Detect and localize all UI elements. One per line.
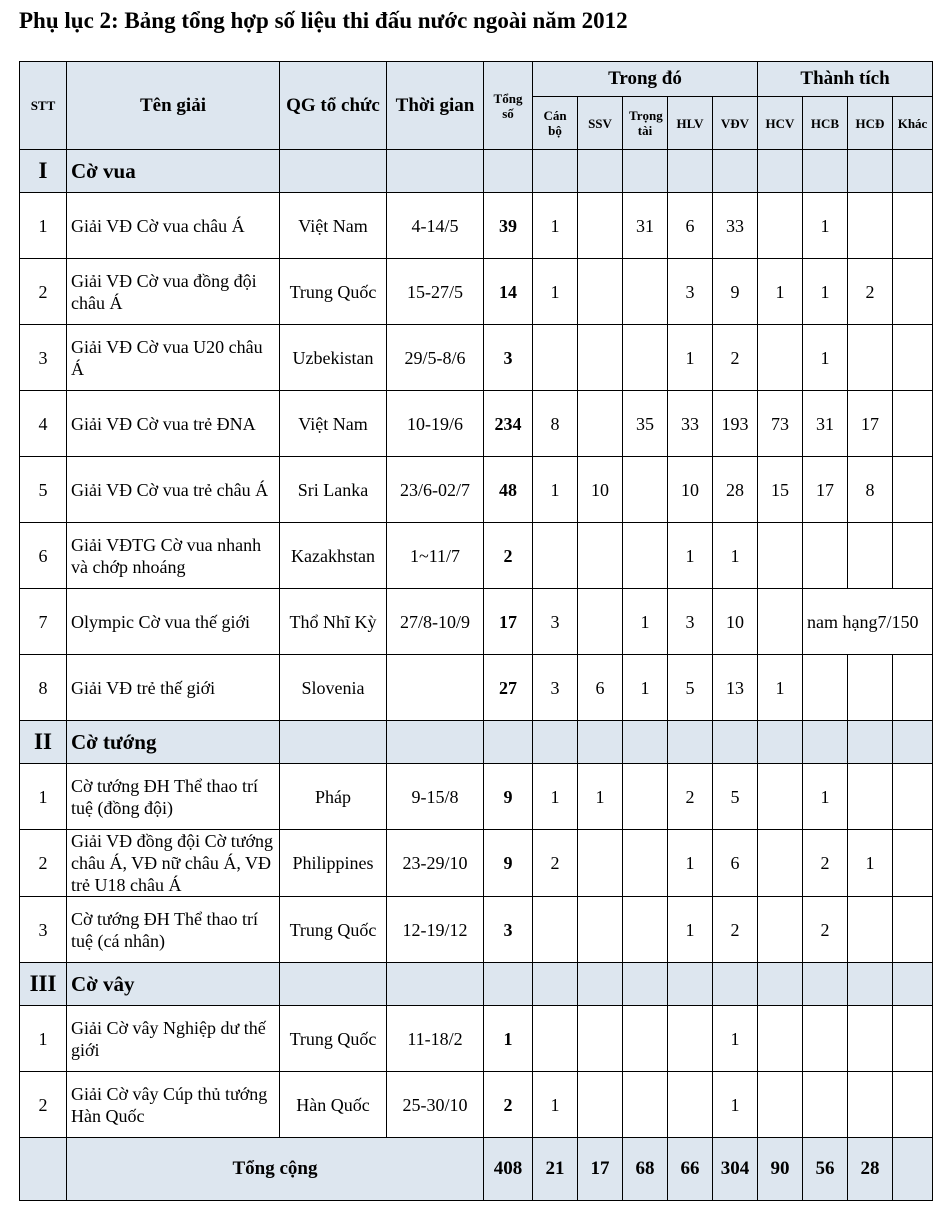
section-empty-cell	[668, 963, 713, 1006]
section-empty-cell	[848, 721, 893, 764]
section-empty-cell	[803, 721, 848, 764]
section-empty-cell	[280, 150, 387, 193]
cell-trong-tai	[623, 259, 668, 325]
cell-hcb: 1	[803, 764, 848, 830]
cell-hcb: 1	[803, 259, 848, 325]
cell-trong-tai: 1	[623, 655, 668, 721]
cell-khac	[893, 830, 933, 897]
cell-country: Pháp	[280, 764, 387, 830]
cell-hcb	[803, 1072, 848, 1138]
totals-total: 408	[484, 1138, 533, 1201]
cell-name: Giải VĐTG Cờ vua nhanh và chớp nhoáng	[67, 523, 280, 589]
cell-name: Giải VĐ đồng đội Cờ tướng châu Á, VĐ nữ châu Á, VĐ trẻ U18 châu Á	[67, 830, 280, 897]
cell-can-bo	[533, 523, 578, 589]
section-empty-cell	[848, 150, 893, 193]
header-group-detail: Trong đó	[533, 62, 758, 97]
section-empty-cell	[533, 150, 578, 193]
cell-name: Cờ tướng ĐH Thể thao trí tuệ (đồng đội)	[67, 764, 280, 830]
cell-can-bo: 1	[533, 457, 578, 523]
cell-vdv: 2	[713, 897, 758, 963]
cell-trong-tai	[623, 1006, 668, 1072]
cell-trong-tai	[623, 523, 668, 589]
cell-vdv: 193	[713, 391, 758, 457]
cell-hlv: 1	[668, 523, 713, 589]
section-empty-cell	[668, 721, 713, 764]
cell-time: 23/6-02/7	[387, 457, 484, 523]
cell-hlv	[668, 1072, 713, 1138]
cell-hcv	[758, 325, 803, 391]
cell-hcv	[758, 1072, 803, 1138]
cell-hlv: 2	[668, 764, 713, 830]
cell-country: Kazakhstan	[280, 523, 387, 589]
cell-can-bo: 1	[533, 1072, 578, 1138]
cell-khac	[893, 764, 933, 830]
table-row	[20, 764, 933, 830]
cell-achievement-note: nam hạng7/150	[803, 589, 933, 655]
table-row	[20, 523, 933, 589]
cell-vdv: 28	[713, 457, 758, 523]
section-row	[20, 721, 933, 764]
cell-hcv	[758, 589, 803, 655]
cell-can-bo	[533, 1006, 578, 1072]
cell-country: Uzbekistan	[280, 325, 387, 391]
cell-hcv	[758, 1006, 803, 1072]
cell-hcv	[758, 764, 803, 830]
totals-empty-cell	[20, 1138, 67, 1201]
totals-hcd: 28	[848, 1138, 893, 1201]
section-empty-cell	[387, 150, 484, 193]
cell-hlv: 33	[668, 391, 713, 457]
cell-time: 1~11/7	[387, 523, 484, 589]
cell-can-bo	[533, 325, 578, 391]
cell-hcv	[758, 523, 803, 589]
page-title: Phụ lục 2: Bảng tổng hợp số liệu thi đấu nước ngoài năm 2012	[19, 8, 628, 33]
cell-stt: 5	[20, 457, 67, 523]
header-stt: STT	[20, 62, 67, 150]
cell-can-bo: 1	[533, 193, 578, 259]
cell-time: 27/8-10/9	[387, 589, 484, 655]
cell-hcd	[848, 193, 893, 259]
section-empty-cell	[803, 963, 848, 1006]
cell-total: 14	[484, 259, 533, 325]
cell-vdv: 13	[713, 655, 758, 721]
section-empty-cell	[484, 721, 533, 764]
header-trong-tai: Trọng tài	[623, 97, 668, 150]
cell-stt: 1	[20, 1006, 67, 1072]
cell-khac	[893, 1072, 933, 1138]
cell-total: 9	[484, 764, 533, 830]
cell-time: 29/5-8/6	[387, 325, 484, 391]
header-ssv: SSV	[578, 97, 623, 150]
section-empty-cell	[387, 963, 484, 1006]
cell-trong-tai	[623, 897, 668, 963]
cell-hlv: 5	[668, 655, 713, 721]
cell-hlv: 1	[668, 830, 713, 897]
cell-total: 3	[484, 325, 533, 391]
cell-ssv	[578, 193, 623, 259]
cell-total: 2	[484, 523, 533, 589]
cell-country: Hàn Quốc	[280, 1072, 387, 1138]
cell-ssv: 10	[578, 457, 623, 523]
cell-vdv: 33	[713, 193, 758, 259]
cell-hcv	[758, 897, 803, 963]
cell-country: Trung Quốc	[280, 259, 387, 325]
section-empty-cell	[758, 721, 803, 764]
header-group-achievement: Thành tích	[758, 62, 933, 97]
cell-can-bo: 1	[533, 764, 578, 830]
totals-row	[20, 1138, 933, 1201]
cell-hlv	[668, 1006, 713, 1072]
cell-time: 4-14/5	[387, 193, 484, 259]
cell-vdv: 10	[713, 589, 758, 655]
cell-hcv	[758, 830, 803, 897]
cell-name: Giải VĐ Cờ vua trẻ ĐNA	[67, 391, 280, 457]
cell-can-bo: 2	[533, 830, 578, 897]
header-name: Tên giải	[67, 62, 280, 150]
cell-hlv: 6	[668, 193, 713, 259]
section-empty-cell	[668, 150, 713, 193]
cell-name: Giải Cờ vây Nghiệp dư thế giới	[67, 1006, 280, 1072]
cell-name: Giải VĐ Cờ vua đồng đội châu Á	[67, 259, 280, 325]
cell-khac	[893, 457, 933, 523]
cell-hcd	[848, 1072, 893, 1138]
cell-stt: 8	[20, 655, 67, 721]
cell-name: Olympic Cờ vua thế giới	[67, 589, 280, 655]
cell-khac	[893, 325, 933, 391]
cell-ssv	[578, 523, 623, 589]
cell-can-bo: 1	[533, 259, 578, 325]
section-empty-cell	[578, 963, 623, 1006]
section-empty-cell	[280, 963, 387, 1006]
cell-vdv: 2	[713, 325, 758, 391]
cell-country: Trung Quốc	[280, 1006, 387, 1072]
cell-trong-tai	[623, 830, 668, 897]
cell-khac	[893, 655, 933, 721]
header-can-bo: Cán bộ	[533, 97, 578, 150]
section-empty-cell	[758, 150, 803, 193]
table-row	[20, 655, 933, 721]
cell-hcd: 8	[848, 457, 893, 523]
cell-vdv: 5	[713, 764, 758, 830]
cell-total: 3	[484, 897, 533, 963]
cell-stt: 6	[20, 523, 67, 589]
cell-stt: 2	[20, 830, 67, 897]
section-empty-cell	[578, 150, 623, 193]
cell-total: 2	[484, 1072, 533, 1138]
cell-total: 9	[484, 830, 533, 897]
cell-hcb	[803, 523, 848, 589]
section-empty-cell	[623, 150, 668, 193]
cell-hlv: 3	[668, 589, 713, 655]
cell-vdv: 1	[713, 1006, 758, 1072]
cell-hcv: 1	[758, 259, 803, 325]
header-time: Thời gian	[387, 62, 484, 150]
cell-hcb: 17	[803, 457, 848, 523]
header-hcb: HCB	[803, 97, 848, 150]
cell-hcb: 1	[803, 325, 848, 391]
section-empty-cell	[713, 150, 758, 193]
section-empty-cell	[533, 721, 578, 764]
table-header	[20, 62, 933, 150]
section-empty-cell	[578, 721, 623, 764]
cell-time	[387, 655, 484, 721]
cell-ssv	[578, 897, 623, 963]
cell-trong-tai: 31	[623, 193, 668, 259]
totals-label: Tổng cộng	[67, 1138, 484, 1201]
section-number: III	[20, 963, 67, 1006]
section-title: Cờ vua	[67, 150, 280, 193]
cell-hlv: 1	[668, 325, 713, 391]
table-row	[20, 830, 933, 897]
table-row	[20, 589, 933, 655]
section-empty-cell	[623, 721, 668, 764]
cell-can-bo: 3	[533, 655, 578, 721]
header-hcd: HCĐ	[848, 97, 893, 150]
section-empty-cell	[484, 963, 533, 1006]
cell-total: 39	[484, 193, 533, 259]
section-empty-cell	[484, 150, 533, 193]
section-empty-cell	[758, 963, 803, 1006]
table-body	[20, 150, 933, 1201]
cell-hcd	[848, 897, 893, 963]
cell-hcd	[848, 1006, 893, 1072]
cell-khac	[893, 391, 933, 457]
cell-ssv	[578, 1006, 623, 1072]
totals-hcb: 56	[803, 1138, 848, 1201]
cell-hlv: 10	[668, 457, 713, 523]
cell-vdv: 1	[713, 523, 758, 589]
cell-total: 234	[484, 391, 533, 457]
cell-trong-tai: 35	[623, 391, 668, 457]
cell-total: 27	[484, 655, 533, 721]
cell-trong-tai	[623, 764, 668, 830]
cell-hcd	[848, 764, 893, 830]
cell-name: Giải Cờ vây Cúp thủ tướng Hàn Quốc	[67, 1072, 280, 1138]
table-row	[20, 1072, 933, 1138]
cell-ssv: 6	[578, 655, 623, 721]
table-row	[20, 325, 933, 391]
cell-can-bo	[533, 897, 578, 963]
cell-country: Slovenia	[280, 655, 387, 721]
cell-country: Trung Quốc	[280, 897, 387, 963]
cell-name: Giải VĐ Cờ vua U20 châu Á	[67, 325, 280, 391]
header-hcv: HCV	[758, 97, 803, 150]
cell-hcd	[848, 655, 893, 721]
table-row	[20, 193, 933, 259]
table-row	[20, 391, 933, 457]
cell-hcv: 73	[758, 391, 803, 457]
table-row	[20, 897, 933, 963]
cell-vdv: 6	[713, 830, 758, 897]
cell-time: 15-27/5	[387, 259, 484, 325]
section-empty-cell	[848, 963, 893, 1006]
cell-hcd	[848, 523, 893, 589]
cell-vdv: 9	[713, 259, 758, 325]
cell-hcb: 1	[803, 193, 848, 259]
cell-total: 48	[484, 457, 533, 523]
cell-hlv: 3	[668, 259, 713, 325]
cell-hcd	[848, 325, 893, 391]
cell-time: 10-19/6	[387, 391, 484, 457]
cell-hcd: 2	[848, 259, 893, 325]
cell-country: Sri Lanka	[280, 457, 387, 523]
cell-stt: 7	[20, 589, 67, 655]
header-khac: Khác	[893, 97, 933, 150]
section-empty-cell	[713, 721, 758, 764]
cell-trong-tai	[623, 1072, 668, 1138]
cell-country: Thổ Nhĩ Kỳ	[280, 589, 387, 655]
header-hlv: HLV	[668, 97, 713, 150]
cell-hcb: 2	[803, 830, 848, 897]
section-title: Cờ tướng	[67, 721, 280, 764]
section-empty-cell	[893, 150, 933, 193]
header-country: QG tổ chức	[280, 62, 387, 150]
cell-ssv	[578, 259, 623, 325]
cell-can-bo: 3	[533, 589, 578, 655]
cell-time: 12-19/12	[387, 897, 484, 963]
section-row	[20, 150, 933, 193]
cell-hcb	[803, 655, 848, 721]
section-empty-cell	[533, 963, 578, 1006]
cell-name: Giải VĐ Cờ vua châu Á	[67, 193, 280, 259]
cell-hcb: 2	[803, 897, 848, 963]
cell-ssv	[578, 1072, 623, 1138]
header-total: Tổng số	[484, 62, 533, 150]
cell-hcv: 15	[758, 457, 803, 523]
cell-ssv	[578, 325, 623, 391]
totals-can-bo: 21	[533, 1138, 578, 1201]
cell-khac	[893, 259, 933, 325]
cell-ssv	[578, 391, 623, 457]
section-empty-cell	[387, 721, 484, 764]
cell-trong-tai: 1	[623, 589, 668, 655]
cell-name: Cờ tướng ĐH Thể thao trí tuệ (cá nhân)	[67, 897, 280, 963]
cell-time: 9-15/8	[387, 764, 484, 830]
cell-khac	[893, 1006, 933, 1072]
totals-ssv: 17	[578, 1138, 623, 1201]
cell-stt: 3	[20, 897, 67, 963]
cell-vdv: 1	[713, 1072, 758, 1138]
section-empty-cell	[713, 963, 758, 1006]
totals-hcv: 90	[758, 1138, 803, 1201]
totals-vdv: 304	[713, 1138, 758, 1201]
header-vdv: VĐV	[713, 97, 758, 150]
cell-country: Việt Nam	[280, 391, 387, 457]
cell-name: Giải VĐ Cờ vua trẻ châu Á	[67, 457, 280, 523]
cell-ssv: 1	[578, 764, 623, 830]
table-row	[20, 259, 933, 325]
table-row	[20, 1006, 933, 1072]
totals-hlv: 66	[668, 1138, 713, 1201]
cell-time: 11-18/2	[387, 1006, 484, 1072]
cell-hlv: 1	[668, 897, 713, 963]
cell-stt: 3	[20, 325, 67, 391]
section-empty-cell	[803, 150, 848, 193]
cell-khac	[893, 193, 933, 259]
cell-hcv	[758, 193, 803, 259]
cell-stt: 1	[20, 193, 67, 259]
cell-hcv: 1	[758, 655, 803, 721]
cell-trong-tai	[623, 325, 668, 391]
cell-country: Philippines	[280, 830, 387, 897]
cell-country: Việt Nam	[280, 193, 387, 259]
section-title: Cờ vây	[67, 963, 280, 1006]
section-empty-cell	[893, 963, 933, 1006]
section-empty-cell	[893, 721, 933, 764]
cell-stt: 2	[20, 259, 67, 325]
section-empty-cell	[623, 963, 668, 1006]
totals-khac	[893, 1138, 933, 1201]
cell-hcd: 17	[848, 391, 893, 457]
section-empty-cell	[280, 721, 387, 764]
cell-name: Giải VĐ trẻ thế giới	[67, 655, 280, 721]
cell-ssv	[578, 830, 623, 897]
cell-total: 17	[484, 589, 533, 655]
cell-time: 25-30/10	[387, 1072, 484, 1138]
cell-stt: 4	[20, 391, 67, 457]
section-number: I	[20, 150, 67, 193]
cell-can-bo: 8	[533, 391, 578, 457]
cell-stt: 1	[20, 764, 67, 830]
cell-khac	[893, 897, 933, 963]
cell-hcd: 1	[848, 830, 893, 897]
cell-stt: 2	[20, 1072, 67, 1138]
section-row	[20, 963, 933, 1006]
cell-hcb	[803, 1006, 848, 1072]
cell-time: 23-29/10	[387, 830, 484, 897]
cell-khac	[893, 523, 933, 589]
table-row	[20, 457, 933, 523]
cell-total: 1	[484, 1006, 533, 1072]
cell-trong-tai	[623, 457, 668, 523]
section-number: II	[20, 721, 67, 764]
totals-trong-tai: 68	[623, 1138, 668, 1201]
cell-ssv	[578, 589, 623, 655]
competition-table	[19, 61, 933, 1201]
cell-hcb: 31	[803, 391, 848, 457]
